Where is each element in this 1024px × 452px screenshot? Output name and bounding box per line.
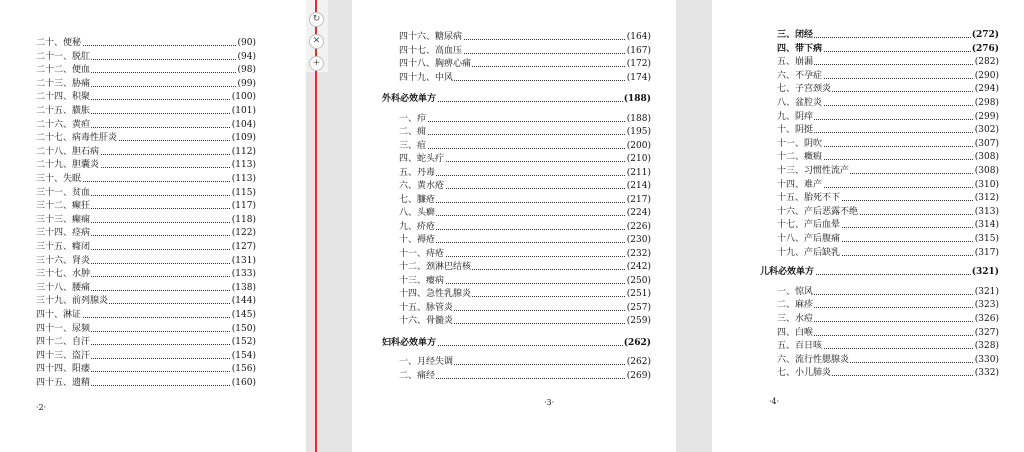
- toc-entry-title: 二十九、胆囊炎: [36, 160, 100, 171]
- toc-entry: [399, 315, 651, 328]
- toc-entry-title: 四十九、中风: [399, 72, 454, 83]
- toc-entry-title: 十九、产后缺乳: [777, 247, 841, 258]
- toc-entry: [399, 370, 651, 383]
- toc-entry-title: 三十五、癃闭: [36, 242, 91, 252]
- toc-entry-page: (160): [231, 378, 256, 388]
- toc-entry: [399, 194, 651, 207]
- toc-entry-title: 三十四、痉病: [36, 228, 91, 239]
- toc-entry-page: (262): [626, 357, 651, 367]
- page-gap: [676, 0, 712, 452]
- toc-entry-title: 十五、胎死不下: [777, 193, 841, 204]
- toc-entry-title: 五、崩漏: [777, 57, 814, 68]
- toc-entry-title: 五、百日咳: [777, 341, 823, 352]
- toc-entry-title: 四十七、高血压: [399, 45, 463, 56]
- toc-entry-title: 五、丹毒: [399, 167, 436, 178]
- toc-entry: [36, 350, 256, 363]
- toc-entry-page: (133): [231, 269, 256, 280]
- add-icon[interactable]: +: [309, 56, 324, 71]
- toc-entry: [399, 288, 651, 301]
- toc-entry-title: 妇科必效单方: [382, 337, 437, 348]
- toc-entry: [36, 214, 256, 227]
- toc-entry-title: 十二、颈淋巴结核: [399, 262, 472, 272]
- toc-entry-page: (172): [626, 59, 651, 69]
- toc-entry: [399, 140, 651, 153]
- toc-entry: [399, 31, 651, 44]
- toc-entry: [399, 58, 651, 71]
- toc-entry: [399, 167, 651, 180]
- dot-leader: [399, 134, 651, 135]
- toc-entry-page: (217): [626, 194, 651, 205]
- toc-entry: [777, 138, 999, 151]
- toc-entry: [36, 377, 256, 390]
- toc-entry: [399, 221, 651, 234]
- toc-section-heading: [382, 337, 651, 350]
- toc-entry: [36, 336, 256, 349]
- toc-entry-title: 三十二、癫狂: [36, 201, 91, 212]
- toc-entry: [777, 43, 999, 56]
- toc-entry-title: 十二、癥瘕: [777, 152, 823, 163]
- toc-entry-title: 二十、便秘: [36, 38, 82, 48]
- toc-entry-page: (210): [626, 154, 651, 164]
- toc-entry-title: 二十六、黄疸: [36, 119, 91, 130]
- toc-entry-page: (188): [623, 94, 651, 104]
- toc-entry: [399, 356, 651, 369]
- toc-entry-page: (302): [974, 125, 999, 136]
- toc-entry-page: (109): [231, 133, 256, 144]
- toc-entry-page: (257): [626, 302, 651, 313]
- toc-entry-title: 一、疖: [399, 113, 427, 124]
- toc-entry: [36, 309, 256, 322]
- toc-entry-title: 七、小儿肺炎: [777, 368, 832, 379]
- toc-entry-page: (156): [231, 364, 256, 375]
- toc-entry: [777, 327, 999, 340]
- toc-entry-title: 十八、产后腹痛: [777, 234, 841, 244]
- toc-entry: [36, 105, 256, 118]
- toc-entry: [36, 227, 256, 240]
- toc-entry-title: 三、水痘: [777, 314, 814, 324]
- toc-entry-title: 六、黄水疮: [399, 181, 445, 191]
- toc-entry-page: (321): [974, 286, 999, 297]
- toc-entry: [777, 206, 999, 219]
- toc-entry-page: (272): [971, 30, 999, 40]
- toc-entry-title: 十四、难产: [777, 179, 823, 190]
- toc-entry-title: 四十五、遗精: [36, 378, 91, 388]
- toc-entry-title: 三十七、水肿: [36, 269, 91, 280]
- toc-entry: [399, 153, 651, 166]
- toc-entry: [399, 180, 651, 193]
- toc-entry: [777, 192, 999, 205]
- toc-entry-page: (174): [626, 72, 651, 83]
- toc-entry: [36, 268, 256, 281]
- toc-entry-page: (330): [974, 354, 999, 365]
- toc-entry-page: (242): [626, 262, 651, 272]
- toc-entry-title: 四、蛇头疔: [399, 154, 445, 164]
- toc-entry-page: (312): [974, 193, 999, 204]
- toc-entry: [777, 56, 999, 69]
- toc-entry: [399, 275, 651, 288]
- toc-entry-page: (101): [231, 106, 256, 116]
- toc-entry-title: 八、头癣: [399, 208, 436, 218]
- toc-entry-page: (232): [626, 248, 651, 259]
- toc-entry-title: 四十八、胸痹心痛: [399, 59, 472, 69]
- toc-entry: [36, 37, 256, 50]
- toc-entry: [36, 91, 256, 104]
- toc-entry-page: (310): [974, 179, 999, 190]
- toc-entry-title: 九、疥疮: [399, 221, 436, 232]
- toc-entry-page: (122): [231, 228, 256, 239]
- toc-entry-title: 四十二、自汗: [36, 337, 91, 348]
- toc-entry-page: (152): [231, 337, 256, 348]
- toc-entry: [777, 165, 999, 178]
- toc-entry-title: 一、月经失调: [399, 357, 454, 367]
- toc-entry-title: 四十四、阳痿: [36, 364, 91, 375]
- delete-icon[interactable]: ✕: [309, 34, 324, 49]
- toc-entry-title: 十、阴挺: [777, 125, 814, 136]
- toc-entry-page: (327): [974, 327, 999, 338]
- toc-entry-page: (332): [974, 368, 999, 379]
- toc-entry: [399, 72, 651, 85]
- toc-entry-page: (113): [231, 174, 256, 184]
- toc-entry: [36, 146, 256, 159]
- toc-entry-title: 三、疽: [399, 140, 427, 151]
- toc-entry: [36, 64, 256, 77]
- toc-entry: [399, 113, 651, 126]
- toc-entry: [777, 83, 999, 96]
- toc-entry-page: (98): [237, 65, 256, 76]
- toc-entry: [777, 367, 999, 380]
- toc-entry-title: 十四、急性乳腺炎: [399, 289, 472, 299]
- toc-entry-page: (307): [974, 138, 999, 149]
- toc-entry-title: 二十八、胆石病: [36, 146, 100, 157]
- toc-entry-title: 十六、骨髓炎: [399, 316, 454, 326]
- toc-entry-title: 三十三、癫痫: [36, 214, 91, 225]
- toc-entry-page: (104): [231, 119, 256, 130]
- toc-entry: [36, 323, 256, 336]
- toc-entry-page: (94): [237, 51, 256, 62]
- toc-entry-title: 四十三、盗汗: [36, 350, 91, 361]
- dot-leader: [399, 202, 651, 203]
- dot-leader: [399, 242, 651, 243]
- document-page-4: [712, 0, 1024, 452]
- toc-entry-title: 三十八、腰痛: [36, 282, 91, 293]
- toc-entry-title: 四十六、糖尿病: [399, 32, 463, 42]
- toc-entry: [777, 286, 999, 299]
- toc-entry-page: (298): [974, 98, 999, 108]
- toc-entry-title: 三、闭经: [777, 30, 814, 40]
- toc-entry-page: (90): [237, 38, 256, 48]
- toc-entry-title: 四十、淋证: [36, 310, 82, 320]
- toc-entry-page: (164): [626, 32, 651, 42]
- toc-entry-title: 二十三、胁痛: [36, 78, 91, 89]
- document-page-2: [0, 0, 306, 452]
- dot-leader: [399, 378, 651, 379]
- toc-entry-page: (167): [626, 45, 651, 56]
- toc-entry: [36, 187, 256, 200]
- toc-entry: [777, 340, 999, 353]
- toc-entry-title: 六、流行性腮腺炎: [777, 354, 850, 365]
- toc-section-heading: [760, 266, 999, 279]
- dot-leader: [399, 148, 651, 149]
- toc-entry: [399, 248, 651, 261]
- toc-entry-title: 三十一、贫血: [36, 187, 91, 198]
- toc-entry-page: (138): [231, 282, 256, 293]
- toc-entry-page: (131): [231, 255, 256, 266]
- toc-entry-title: 八、盆腔炎: [777, 98, 823, 108]
- toc-entry: [36, 78, 256, 91]
- toc-entry-title: 十一、阴吹: [777, 138, 823, 149]
- toc-entry-page: (145): [231, 310, 256, 320]
- toc-entry-page: (113): [231, 160, 256, 171]
- toc-entry: [399, 207, 651, 220]
- toc-entry-page: (314): [974, 220, 999, 231]
- toc-entry-title: 三十、失眠: [36, 174, 82, 184]
- toc-entry: [777, 97, 999, 110]
- toc-entry-title: 二十五、臌胀: [36, 106, 91, 116]
- page-number: ·3·: [544, 398, 555, 407]
- toc-entry-page: (282): [974, 57, 999, 68]
- toc-entry-title: 七、臁疮: [399, 194, 436, 205]
- toc-entry-page: (308): [974, 152, 999, 163]
- toc-entry-title: 四十一、尿频: [36, 323, 91, 334]
- toc-entry-page: (328): [974, 341, 999, 352]
- toc-entry-page: (154): [231, 350, 256, 361]
- toc-entry-title: 十三、习惯性流产: [777, 166, 850, 176]
- toc-entry-page: (115): [231, 187, 256, 198]
- toc-entry: [36, 255, 256, 268]
- toc-entry-page: (315): [974, 234, 999, 244]
- toc-entry-page: (224): [626, 208, 651, 218]
- toc-entry-title: 十一、痔疮: [399, 248, 445, 259]
- toc-entry-page: (250): [626, 275, 651, 286]
- toc-entry-page: (144): [231, 296, 256, 307]
- toc-entry-title: 二十七、病毒性肝炎: [36, 133, 118, 144]
- toc-entry-page: (188): [626, 113, 651, 124]
- toc-entry: [36, 200, 256, 213]
- toc-entry-title: 三十九、前列腺炎: [36, 296, 109, 307]
- toc-entry-page: (313): [974, 206, 999, 217]
- toc-entry-page: (323): [974, 300, 999, 311]
- toc-entry-page: (308): [974, 166, 999, 176]
- toc-entry: [777, 247, 999, 260]
- toc-entry: [36, 51, 256, 64]
- toc-entry: [36, 119, 256, 132]
- toc-entry-title: 三十六、肾炎: [36, 255, 91, 266]
- toc-entry-page: (200): [626, 140, 651, 151]
- page-number: ·2·: [36, 403, 47, 412]
- document-page-3: [352, 0, 676, 452]
- toc-entry: [36, 363, 256, 376]
- toc-entry: [399, 234, 651, 247]
- toc-entry-title: 外科必效单方: [382, 94, 437, 104]
- toc-entry-title: 九、阴痒: [777, 111, 814, 122]
- toc-entry-title: 四、白喉: [777, 327, 814, 338]
- toc-entry: [777, 299, 999, 312]
- toc-entry-title: 十、褥疮: [399, 235, 436, 245]
- toc-entry-title: 十六、产后恶露不绝: [777, 206, 859, 217]
- toc-entry-page: (150): [231, 323, 256, 334]
- toc-entry-title: 四、带下病: [777, 43, 823, 54]
- toc-entry-page: (214): [626, 181, 651, 191]
- toc-entry: [36, 173, 256, 186]
- toc-entry-page: (259): [626, 316, 651, 326]
- toc-entry-page: (262): [623, 337, 651, 348]
- toc-entry: [777, 111, 999, 124]
- toc-entry-title: 十三、瘿病: [399, 275, 445, 286]
- toc-entry: [36, 241, 256, 254]
- toc-entry: [777, 179, 999, 192]
- toc-entry-title: 二、麻疹: [777, 300, 814, 311]
- toc-entry-title: 七、子宫颈炎: [777, 84, 832, 95]
- toc-entry-page: (112): [231, 146, 256, 157]
- toc-entry: [777, 313, 999, 326]
- page-number: ·4·: [769, 397, 780, 406]
- toc-entry-title: 二、痛经: [399, 370, 436, 381]
- toc-entry: [399, 45, 651, 58]
- toc-entry-page: (299): [974, 111, 999, 122]
- toc-entry-page: (127): [231, 242, 256, 252]
- toc-section-heading: [382, 93, 651, 106]
- toc-entry-page: (230): [626, 235, 651, 245]
- toc-entry-page: (321): [971, 267, 999, 278]
- toc-entry-page: (317): [974, 247, 999, 258]
- toc-entry-title: 一、惊风: [777, 286, 814, 297]
- toc-entry: [777, 151, 999, 164]
- toc-entry-title: 十五、脉管炎: [399, 302, 454, 313]
- toc-entry: [777, 233, 999, 246]
- toc-entry-page: (290): [974, 70, 999, 81]
- rotate-icon[interactable]: ↻: [309, 12, 324, 27]
- toc-entry: [36, 132, 256, 145]
- toc-entry: [777, 219, 999, 232]
- toc-entry-page: (269): [626, 370, 651, 381]
- toc-entry: [36, 159, 256, 172]
- toc-entry: [399, 261, 651, 274]
- toc-entry-page: (100): [231, 92, 256, 103]
- toc-entry: [399, 302, 651, 315]
- toc-entry-title: 儿科必效单方: [760, 267, 815, 278]
- toc-entry-title: 二十一、脱肛: [36, 51, 91, 62]
- toc-entry-page: (276): [971, 43, 999, 54]
- toc-entry: [36, 282, 256, 295]
- toc-entry: [777, 124, 999, 137]
- toc-entry: [777, 354, 999, 367]
- toc-entry: [36, 295, 256, 308]
- dot-leader: [399, 229, 651, 230]
- dot-leader: [399, 175, 651, 176]
- toc-entry-page: (294): [974, 84, 999, 95]
- toc-entry-page: (226): [626, 221, 651, 232]
- toc-entry-page: (251): [626, 289, 651, 299]
- toc-entry-title: 六、不孕症: [777, 70, 823, 81]
- dot-leader: [399, 121, 651, 122]
- dot-leader: [399, 215, 651, 216]
- toc-entry: [777, 29, 999, 42]
- toc-entry-page: (99): [237, 78, 256, 89]
- toc-entry-page: (211): [626, 167, 651, 178]
- toc-entry-page: (118): [231, 214, 256, 225]
- toc-entry: [777, 70, 999, 83]
- toc-entry-page: (195): [626, 127, 651, 137]
- toc-entry-title: 二十二、便血: [36, 65, 91, 76]
- toc-entry: [399, 126, 651, 139]
- toc-entry-page: (117): [231, 201, 256, 212]
- toc-entry-title: 十七、产后血晕: [777, 220, 841, 231]
- toc-entry-title: 二十四、积聚: [36, 92, 91, 103]
- toc-entry-page: (326): [974, 314, 999, 324]
- toc-entry-title: 二、痈: [399, 127, 427, 137]
